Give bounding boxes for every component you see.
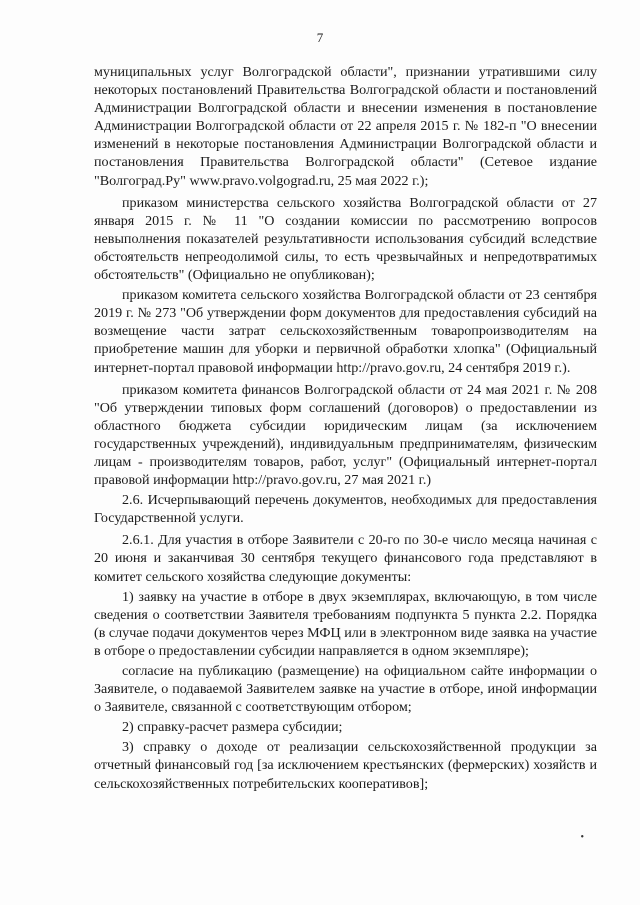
- scan-mark: •: [580, 832, 584, 843]
- paragraph-order-committee-agriculture: приказом комитета сельского хозяйства Волгоградской области от 23 сентября 2019 г. № 273 "Об утверждении форм документов для предоставления субсидий на возмещение части затрат сельскохозяйственным товаропроизводителям на приобретение машин для уборки и первичной обработки хлопка" (Официальный интернет-портал правовой информации http://pravo.gov.ru, 24 сентября 2019 г.).: [94, 287, 597, 376]
- paragraph-continuation: муниципальных услуг Волгоградской области", признании утратившими силу некоторых постановлений Правительства Волгоградской области и постановлений Администрации Волгоградской области и внесении изменения в постановление Администрации Волгоградской области от 22 апреля 2015 г. № 182-п "О внесении изменений в некоторые постановления Администрации Волгоградской области и постановления Правительства Волгоградской области" (Сетевое издание "Волгоград.Ру" www.pravo.volgograd.ru, 25 мая 2022 г.);: [94, 64, 597, 189]
- document-body: [94, 63, 597, 793]
- page-number: 7: [316, 30, 324, 45]
- list-item-application: 1) заявку на участие в отборе в двух экземплярах, включающую, в том числе сведения о соответствии Заявителя требованиям подпункта 5 пункта 2.2. Порядка (в случае подачи документов через МФЦ или в электронном виде заявка на участие в отборе о предоставлении субсидии направляется в одном экземпляре);: [94, 588, 597, 659]
- list-item-consent: согласие на публикацию (размещение) на официальном сайте информации о Заявителе, о подаваемой Заявителем заявке на участие в отборе, иной информации о Заявителе, связанной с соответствующим отбором;: [94, 663, 597, 716]
- paragraph-order-committee-finance: приказом комитета финансов Волгоградской области от 24 мая 2021 г. № 208 "Об утверждении типовых форм соглашений (договоров) о предоставлении из областного бюджета субсидии юридическим лицам (за исключением государственных учреждений), индивидуальным предпринимателям, физическим лицам - производителям товаров, работ, услуг" (Официальный интернет-портал правовой информации http://pravo.gov.ru, 27 мая 2021 г.): [94, 381, 597, 489]
- list-item-income-certificate: 3) справку о доходе от реализации сельскохозяйственной продукции за отчетный финансовый год [за исключением крестьянских (фермерских) хозяйств и сельскохозяйственных потребительских кооперативов];: [94, 739, 597, 792]
- paragraph-order-ministry: приказом министерства сельского хозяйства Волгоградской области от 27 января 2015 г. № 11 "О создании комиссии по рассмотрению вопросов невыполнения показателей результативности использования субсидий вследствие обстоятельств непреодолимой силы, то есть чрезвычайных и непредотвратимых обстоятельств" (Официально не опубликован);: [94, 194, 597, 284]
- paragraph-section-2-6: 2.6. Исчерпывающий перечень документов, необходимых для предоставления Государственной услуги.: [94, 492, 597, 527]
- paragraph-section-2-6-1: 2.6.1. Для участия в отборе Заявители с 20-го по 30-е число месяца начиная с 20 июня и заканчивая 30 сентября текущего финансового года представляют в комитет сельского хозяйства следующие документы:: [94, 532, 597, 585]
- list-item-calculation: 2) справку-расчет размера субсидии;: [122, 719, 343, 736]
